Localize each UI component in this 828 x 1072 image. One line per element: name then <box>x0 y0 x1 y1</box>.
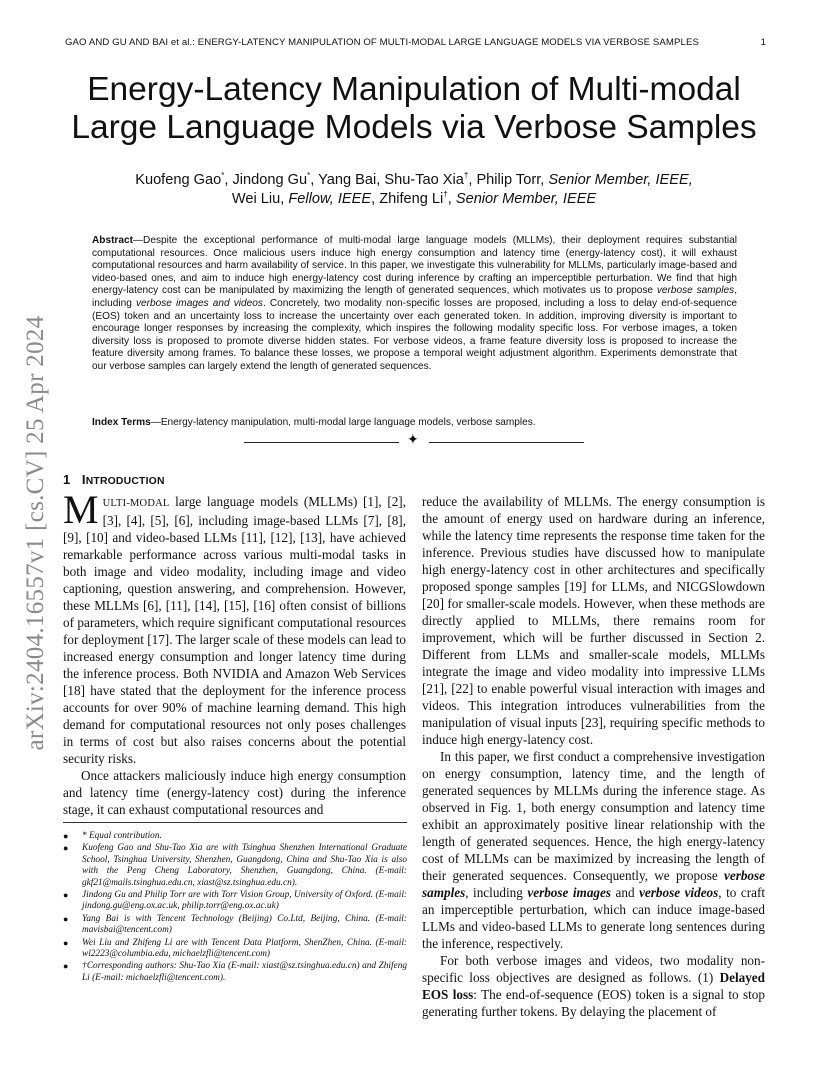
footnote <box>63 831 407 842</box>
left-column <box>63 487 406 818</box>
author-line-2: Wei Liu, Fellow, IEEE, Zhifeng Li†, Senior Member, IEEE <box>231 190 597 207</box>
bold-term: Delayed EOS loss <box>422 970 765 1002</box>
paragraph-text: In this paper, we first conduct a comprehensive investigation on energy consumption, latency time, and the length of generated sequences by MLLMs during the inference stage. As observed in Fig. 1, both energy consumption and latency time exhibit an approximately positive linear relationship with the length of generated sequences. Hence, the high energy-latency cost of MLLMs can be maximized by increasing the length of their generated sequences. Consequently, we propose <box>422 749 765 883</box>
author-mark: † <box>463 171 469 180</box>
footnotes <box>63 831 407 985</box>
abstract-label: Abstract <box>92 235 133 246</box>
bullet-icon: ● <box>63 843 69 854</box>
footnote-rule <box>63 822 407 823</box>
page-number: 1 <box>760 37 766 48</box>
section-title-rest: NTRODUCTION <box>85 476 165 487</box>
running-header <box>65 37 765 48</box>
bullet-icon: ● <box>63 913 69 924</box>
paragraph-text: For both verbose images and videos, two modality non-specific loss objectives are designed as follows. (1) <box>422 953 765 985</box>
paragraph <box>63 487 406 767</box>
footnote <box>63 914 407 937</box>
author-name: Wei Liu <box>231 191 281 207</box>
author-role: Senior Member, IEEE, <box>548 172 693 188</box>
section-title-initial: I <box>81 472 86 487</box>
author-role: Senior Member, IEEE <box>455 191 597 207</box>
bullet-icon: ● <box>63 831 69 841</box>
footnote <box>63 890 407 913</box>
footnote-text: Kuofeng Gao and Shu-Tao Xia are with Tsinghua Shenzhen International Graduate School, Tsinghua University, Shenzhen, Guangdong, China and Shu-Tao Xia is also with the Peng Cheng Laboratory, Shenzhen, Guangdong, China. (E-mail: gkf21@mails.tsinghua.edu.cn, xiast@sz.tsinghua.edu.cn). <box>82 843 407 888</box>
section-number: 1 <box>63 472 71 487</box>
paragraph-text: , including <box>465 885 528 900</box>
drop-cap: M <box>63 487 99 532</box>
paragraph-text: : The end-of-sequence (EOS) token is a signal to stop generating further tokens. By delaying the placement of <box>422 987 765 1019</box>
author-mark: † <box>443 190 448 199</box>
separator-line <box>244 442 399 443</box>
abstract-text: , including <box>92 285 737 309</box>
running-head-text: GAO AND GU AND BAI et al.: ENERGY-LATENCY MANIPULATION OF MULTI-MODAL LARGE LANGUAGE MODELS VIA VERBOSE SAMPLES <box>65 37 699 48</box>
footnote <box>63 843 407 889</box>
footnote-text: Yang Bai is with Tencent Technology (Beijing) Co.Ltd, Beijing, China. (E-mail: mavisbai@tencent.com) <box>82 913 407 936</box>
paragraph <box>422 748 765 952</box>
author-name: Shu-Tao Xia <box>384 172 464 188</box>
smallcaps-lead: ULTI-MODAL <box>102 498 170 509</box>
author-name: Kuofeng Gao <box>135 172 222 188</box>
title-line-2: Large Language Models via Verbose Samples <box>71 109 757 146</box>
author-mark: * <box>307 171 311 180</box>
abstract <box>92 235 737 374</box>
section-separator <box>244 435 584 451</box>
bullet-icon: ● <box>63 961 69 972</box>
footnote-text: * Equal contribution. <box>82 831 162 841</box>
index-terms <box>92 416 737 429</box>
abstract-text: —Despite the exceptional performance of multi-modal large language models (MLLMs), their deployment requires substantial computational resources. Once malicious users induce high energy consumption and latency time (energy-latency cost), it will exhaust computational resources and harm availability of service. In this paper, we investigate this vulnerability for MLLMs, particularly image-based and video-based ones, and aim to induce high energy-latency cost during inference by crafting an imperceptible perturbation. We find that high energy-latency cost can be manipulated by maximizing the length of generated sequences, which motivates us to propose <box>92 235 737 297</box>
separator-star-icon: ✦ <box>407 433 419 448</box>
abstract-text: . Concretely, two modality non-specific losses are proposed, including a loss to delay end-of-sequence (EOS) token and an uncertainty loss to increase the uncertainty over each generated token. In addition, improving diversity is important to encourage longer responses by increasing the complexity, which inspires the following modality specific loss. For verbose images, a token diversity loss is proposed to promote diverse hidden states. For verbose videos, a frame feature diversity loss is proposed to increase the feature diversity among frames. To balance these losses, we propose a temporal weight adjustment algorithm. Experiments demonstrate that our verbose samples can largely extend the length of generated sequences. <box>92 297 737 372</box>
right-column <box>422 493 765 1020</box>
paragraph-text: , to craft an imperceptible perturbation, which can induce image-based LLMs and video-based LLMs to generate long sentences during the inference, respectively. <box>422 885 766 951</box>
paragraph: Once attackers maliciously induce high energy consumption and latency time (energy-latency cost) during the inference stage, it can exhaust computational resources and <box>63 768 406 817</box>
footnote-text: Wei Liu and Zhifeng Li are with Tencent Data Platform, ShenZhen, China. (E-mail: wl2223@columbia.edu, michaelzfli@tencent.com) <box>82 937 407 960</box>
separator-line <box>429 442 584 443</box>
section-heading <box>63 472 165 487</box>
abstract-emphasis: verbose images and videos <box>136 297 263 309</box>
title-line-1: Energy-Latency Manipulation of Multi-modal <box>87 71 741 108</box>
index-terms-text: —Energy-latency manipulation, multi-modal large language models, verbose samples. <box>150 417 536 428</box>
footnote <box>63 938 407 961</box>
bullet-icon: ● <box>63 937 69 948</box>
author-list <box>90 171 738 209</box>
author-name: Zhifeng Li <box>379 191 444 207</box>
author-name: Yang Bai <box>318 172 377 188</box>
paragraph-text: large language models (MLLMs) [1], [2], [3], [4], [5], [6], including image-based LLMs [7], [8], [9], [10] and video-based LLMs [11], [12], [13], have achieved remarkable performance across various multi-modal tasks in both image and video modality, including image and video captioning, question answering, and comprehension. However, these MLLMs [6], [11], [14], [15], [16] often consist of billions of parameters, which require significant computational resources for deployment [17]. The larger scale of these models can lead to increased energy consumption and longer latency time during the inference process. Both NVIDIA and Amazon Web Services [18] have stated that the deployment for the inference process accounts for over 90% of machine learning demand. This high demand for computational resources not only poses challenges in terms of cost but also raises concerns about the potential security risks. <box>63 494 406 766</box>
footnote-text: Jindong Gu and Philip Torr are with Torr Vision Group, University of Oxford. (E-mail: jindong.gu@eng.ox.ac.uk, philip.torr@eng.ox.ac.uk) <box>82 890 407 912</box>
bullet-icon: ● <box>63 890 69 901</box>
arxiv-identifier: arXiv:2404.16557v1 [cs.CV] 25 Apr 2024 <box>22 315 49 751</box>
emphasis: verbose samples <box>422 868 765 900</box>
emphasis: verbose videos <box>639 885 719 900</box>
paragraph <box>422 952 765 1020</box>
paragraph-text: and <box>611 885 640 900</box>
index-terms-label: Index Terms <box>92 417 151 428</box>
paper-title <box>60 71 768 147</box>
author-role: Fellow, IEEE <box>288 191 372 207</box>
paragraph: reduce the availability of MLLMs. The energy consumption is the amount of energy used on hardware during an inference, while the latency time represents the response time taken for the inference. Previous studies have discussed how to manipulate high energy-latency cost in other architectures and specifically proposed sponge samples [19] for LLMs, and NICGSlowdown [20] for smaller-scale models. However, when these methods are directly applied to MLLMs, there remains room for improvement, which will be further discussed in Section 2. Different from LLMs and smaller-scale models, MLLMs integrate the image and video modality into impressive LLMs [21], [22] to enable powerful visual interaction with images and videos. This integration introduces vulnerabilities from the manipulation of visual inputs [23], requiring specific methods to induce high energy-latency cost. <box>422 494 765 747</box>
author-name: Jindong Gu <box>232 172 308 188</box>
footnote-text: †Corresponding authors: Shu-Tao Xia (E-mail: xiast@sz.tsinghua.edu.cn) and Zhifeng Li (E-mail: michaelzfli@tencent.com). <box>82 961 407 983</box>
abstract-emphasis: verbose samples <box>656 285 735 297</box>
footnote <box>63 961 407 984</box>
emphasis: verbose images <box>527 885 611 900</box>
author-mark: * <box>221 171 225 180</box>
author-line-1: Kuofeng Gao*, Jindong Gu*, Yang Bai, Shu-Tao Xia†, Philip Torr, Senior Member, IEEE, <box>135 171 693 188</box>
author-name: Philip Torr <box>476 172 541 188</box>
